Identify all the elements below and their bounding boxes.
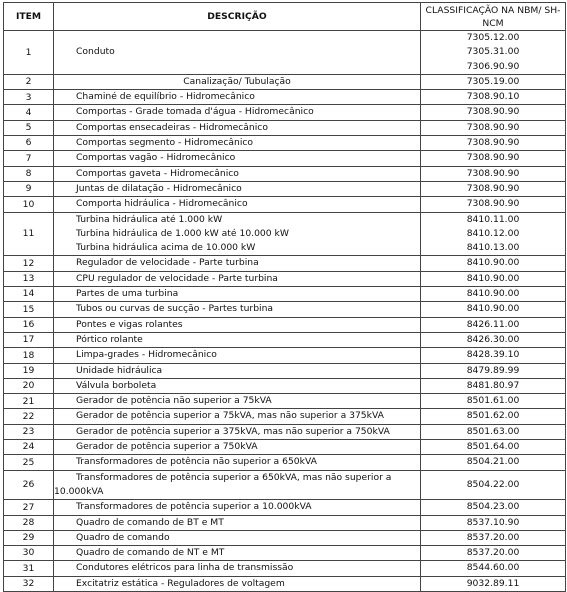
ncm-code <box>421 74 566 89</box>
item-number: 32 <box>4 576 54 591</box>
item-number: 31 <box>4 561 54 576</box>
ncm-code <box>421 363 566 378</box>
table-row <box>4 120 566 135</box>
description-line: Conduto <box>76 46 115 58</box>
table-row <box>4 212 566 256</box>
item-description <box>54 561 421 576</box>
item-number: 1 <box>4 31 54 75</box>
item-description <box>54 332 421 347</box>
table-row <box>4 530 566 545</box>
description-line: Gerador de potência superior a 75kVA, mas não superior a 375kVA <box>76 410 384 422</box>
item-description <box>54 256 421 271</box>
description-line: Turbina hidráulica de 1.000 kW até 10.000 kW <box>76 227 289 239</box>
ncm-code-line: 8537.20.00 <box>466 547 520 559</box>
item-number: 6 <box>4 136 54 151</box>
item-description <box>54 136 421 151</box>
table-body <box>4 31 566 592</box>
table-row <box>4 302 566 317</box>
description-line: Partes de uma turbina <box>76 288 179 300</box>
table-row <box>4 546 566 561</box>
table-row <box>4 317 566 332</box>
ncm-code-line: 8426.11.00 <box>466 318 520 330</box>
ncm-code-line: 7308.90.10 <box>466 91 520 103</box>
item-number: 5 <box>4 120 54 135</box>
table-row <box>4 378 566 393</box>
ncm-code <box>421 455 566 470</box>
description-line: Turbina hidráulica acima de 10.000 kW <box>76 242 256 254</box>
item-description <box>54 409 421 424</box>
item-description <box>54 470 421 500</box>
item-number: 24 <box>4 440 54 455</box>
description-line: Comportas vagão - Hidromecânico <box>76 152 236 164</box>
table-row <box>4 256 566 271</box>
item-description <box>54 105 421 120</box>
ncm-code <box>421 105 566 120</box>
ncm-code <box>421 470 566 500</box>
ncm-code-line: 8426.30.00 <box>466 333 520 345</box>
description-line: 10.000kVA <box>54 485 104 497</box>
ncm-code-line: 8504.21.00 <box>466 456 520 468</box>
ncm-code-line: 7305.19.00 <box>466 75 520 87</box>
item-number: 22 <box>4 409 54 424</box>
table-row <box>4 151 566 166</box>
ncm-code <box>421 287 566 302</box>
ncm-code-line: 8504.22.00 <box>466 478 520 490</box>
header-item: ITEM <box>4 3 54 31</box>
description-line: Turbina hidráulica até 1.000 kW <box>76 213 223 225</box>
item-description <box>54 576 421 591</box>
description-line: Pórtico rolante <box>76 333 143 345</box>
item-number: 13 <box>4 271 54 286</box>
ncm-code-line: 8537.10.90 <box>466 516 520 528</box>
ncm-code-line: 7308.90.90 <box>466 198 520 210</box>
item-description <box>54 348 421 363</box>
ncm-code-line: 7308.90.90 <box>466 167 520 179</box>
description-line: Gerador de potência não superior a 75kVA <box>76 395 272 407</box>
item-description <box>54 546 421 561</box>
table-header-row <box>4 3 566 31</box>
ncm-code-line: 8544.60.00 <box>466 562 520 574</box>
ncm-code-line: 8428.39.10 <box>466 349 520 361</box>
table-row <box>4 74 566 89</box>
item-number: 30 <box>4 546 54 561</box>
description-line: Válvula borboleta <box>76 379 157 391</box>
item-number: 3 <box>4 90 54 105</box>
item-description <box>54 394 421 409</box>
description-line: CPU regulador de velocidade - Parte turbina <box>76 272 278 284</box>
description-line: Tubos ou curvas de sucção - Partes turbina <box>76 303 274 315</box>
ncm-code <box>421 332 566 347</box>
item-number: 2 <box>4 74 54 89</box>
ncm-code-line: 7308.90.90 <box>466 152 520 164</box>
description-line: Comportas - Grade tomada d'água - Hidromecânico <box>76 106 314 118</box>
table-row <box>4 455 566 470</box>
description-line: Comportas gaveta - Hidromecânico <box>76 167 239 179</box>
ncm-code <box>421 212 566 256</box>
item-number: 20 <box>4 378 54 393</box>
ncm-code-line: 7305.12.00 <box>466 32 520 43</box>
item-number: 12 <box>4 256 54 271</box>
ncm-code <box>421 440 566 455</box>
ncm-code-line: 8537.20.00 <box>466 531 520 543</box>
item-description <box>54 31 421 75</box>
item-number: 18 <box>4 348 54 363</box>
table-row <box>4 500 566 515</box>
header-classificacao: CLASSIFICAÇÃO NA NBM/ SH-NCM <box>421 3 566 31</box>
ncm-code <box>421 302 566 317</box>
description-line: Limpa-grades - Hidromecânico <box>76 349 217 361</box>
item-description <box>54 363 421 378</box>
item-description <box>54 424 421 439</box>
ncm-code-line: 8501.63.00 <box>466 425 520 437</box>
item-description <box>54 74 421 89</box>
item-number: 21 <box>4 394 54 409</box>
item-number: 28 <box>4 515 54 530</box>
item-description <box>54 271 421 286</box>
item-number: 26 <box>4 470 54 500</box>
item-number: 23 <box>4 424 54 439</box>
item-number: 17 <box>4 332 54 347</box>
item-description <box>54 120 421 135</box>
item-description <box>54 440 421 455</box>
item-description <box>54 151 421 166</box>
ncm-code <box>421 424 566 439</box>
ncm-code <box>421 515 566 530</box>
description-line: Transformadores de potência superior a 650kVA, mas não superior a <box>76 471 392 483</box>
ncm-code <box>421 136 566 151</box>
ncm-code <box>421 561 566 576</box>
item-number: 14 <box>4 287 54 302</box>
table-row <box>4 424 566 439</box>
ncm-code <box>421 197 566 212</box>
item-description <box>54 515 421 530</box>
table-row <box>4 440 566 455</box>
description-line: Canalização/ Tubulação <box>183 75 291 87</box>
item-number: 27 <box>4 500 54 515</box>
ncm-code <box>421 576 566 591</box>
table-row <box>4 470 566 500</box>
item-description <box>54 197 421 212</box>
item-number: 25 <box>4 455 54 470</box>
description-line: Regulador de velocidade - Parte turbina <box>76 257 259 269</box>
classification-table <box>3 2 566 592</box>
item-description <box>54 302 421 317</box>
ncm-code-line: 9032.89.11 <box>466 577 520 589</box>
ncm-code <box>421 271 566 286</box>
ncm-code-line: 8481.80.97 <box>466 379 520 391</box>
ncm-code <box>421 317 566 332</box>
description-line: Quadro de comando de BT e MT <box>76 516 224 528</box>
description-line: Comportas ensecadeiras - Hidromecânico <box>76 121 268 133</box>
ncm-code <box>421 151 566 166</box>
description-line: Quadro de comando de NT e MT <box>76 547 225 559</box>
ncm-code <box>421 394 566 409</box>
table-row <box>4 105 566 120</box>
item-description <box>54 181 421 196</box>
ncm-code <box>421 120 566 135</box>
ncm-code-line: 7308.90.90 <box>466 182 520 194</box>
table-row <box>4 363 566 378</box>
ncm-code-line: 8410.11.00 <box>466 213 520 225</box>
description-line: Pontes e vigas rolantes <box>76 318 183 330</box>
item-number: 10 <box>4 197 54 212</box>
ncm-code <box>421 90 566 105</box>
item-number: 19 <box>4 363 54 378</box>
ncm-code-line: 7308.90.90 <box>466 106 520 118</box>
table-row <box>4 287 566 302</box>
ncm-code <box>421 31 566 75</box>
item-description <box>54 287 421 302</box>
item-number: 29 <box>4 530 54 545</box>
ncm-code <box>421 530 566 545</box>
table-row <box>4 136 566 151</box>
header-descricao: DESCRIÇÃO <box>54 3 421 31</box>
ncm-code-line: 7305.31.00 <box>466 46 520 58</box>
description-line: Excitatriz estática - Reguladores de voltagem <box>76 577 285 589</box>
table-row <box>4 197 566 212</box>
ncm-code-line: 8501.64.00 <box>466 441 520 453</box>
ncm-code-line: 7308.90.90 <box>466 121 520 133</box>
table-row <box>4 409 566 424</box>
item-number: 15 <box>4 302 54 317</box>
ncm-code-line: 7308.90.90 <box>466 137 520 149</box>
ncm-code-line: 8410.12.00 <box>466 227 520 239</box>
table-row <box>4 271 566 286</box>
item-description <box>54 90 421 105</box>
description-line: Chaminé de equilíbrio - Hidromecânico <box>76 91 255 103</box>
item-description <box>54 530 421 545</box>
table-row <box>4 332 566 347</box>
item-number: 16 <box>4 317 54 332</box>
description-line: Comporta hidráulica - Hidromecânico <box>76 198 248 210</box>
table-row <box>4 166 566 181</box>
description-line: Unidade hidráulica <box>76 364 163 376</box>
item-number: 8 <box>4 166 54 181</box>
description-line: Gerador de potência superior a 375kVA, mas não superior a 750kVA <box>76 425 390 437</box>
table-row <box>4 576 566 591</box>
ncm-code <box>421 348 566 363</box>
description-line: Comportas segmento - Hidromecânico <box>76 137 254 149</box>
item-description <box>54 500 421 515</box>
ncm-code <box>421 546 566 561</box>
item-number: 9 <box>4 181 54 196</box>
ncm-code-line: 8410.13.00 <box>466 242 520 254</box>
table-row <box>4 348 566 363</box>
item-number: 4 <box>4 105 54 120</box>
table-row <box>4 394 566 409</box>
ncm-code-line: 8479.89.99 <box>466 364 520 376</box>
ncm-code-line: 8501.62.00 <box>466 410 520 422</box>
table-row <box>4 31 566 75</box>
description-line: Transformadores de potência superior a 10.000kVA <box>76 501 312 513</box>
table-row <box>4 561 566 576</box>
description-line: Quadro de comando <box>76 531 170 543</box>
ncm-code-line: 8410.90.00 <box>466 272 520 284</box>
ncm-code-line: 8410.90.00 <box>466 257 520 269</box>
description-line: Juntas de dilatação - Hidromecânico <box>76 182 242 194</box>
ncm-code <box>421 166 566 181</box>
ncm-code-line: 8410.90.00 <box>466 303 520 315</box>
ncm-code-line: 8501.61.00 <box>466 395 520 407</box>
ncm-code-line: 8410.90.00 <box>466 288 520 300</box>
item-description <box>54 166 421 181</box>
item-description <box>54 317 421 332</box>
description-line: Transformadores de potência não superior a 650kVA <box>76 456 317 468</box>
ncm-code <box>421 500 566 515</box>
table-row <box>4 515 566 530</box>
table-row <box>4 181 566 196</box>
ncm-code <box>421 378 566 393</box>
ncm-code <box>421 409 566 424</box>
ncm-code <box>421 181 566 196</box>
ncm-code <box>421 256 566 271</box>
item-description <box>54 455 421 470</box>
item-description <box>54 212 421 256</box>
item-number: 7 <box>4 151 54 166</box>
ncm-code-line: 7306.90.90 <box>466 60 520 72</box>
item-description <box>54 378 421 393</box>
table-row <box>4 90 566 105</box>
description-line: Gerador de potência superior a 750kVA <box>76 441 258 453</box>
item-number: 11 <box>4 212 54 256</box>
ncm-code-line: 8504.23.00 <box>466 501 520 513</box>
description-line: Condutores elétricos para linha de transmissão <box>76 562 294 574</box>
